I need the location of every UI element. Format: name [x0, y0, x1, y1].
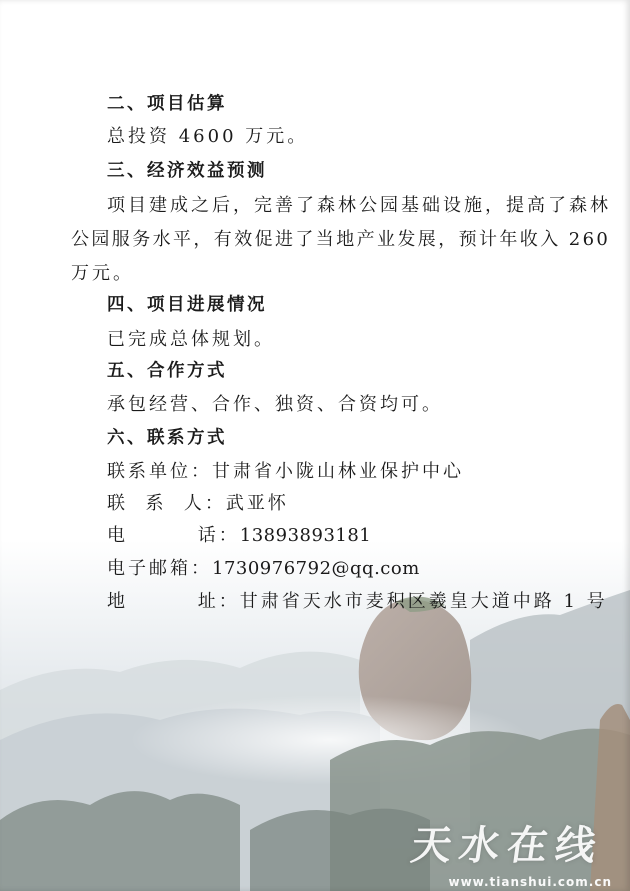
paragraph-benefit-line-2: 公园服务水平，有效促进了当地产业发展，预计年收入 260 — [71, 229, 611, 250]
site-watermark-url: www.tianshui.com.cn — [448, 875, 612, 889]
section-heading-cooperation: 五、合作方式 — [107, 361, 227, 381]
contact-unit-value: 甘肃省小陇山林业保护中心 — [212, 461, 464, 482]
paragraph-benefit-line-3: 万元。 — [71, 263, 134, 284]
contact-phone-row — [107, 521, 371, 547]
contact-unit-label: 联系单位： — [107, 461, 212, 482]
paragraph-total-investment: 总投资 4600 万元。 — [107, 126, 309, 147]
section-heading-economic-benefit: 三、经济效益预测 — [107, 161, 267, 181]
paragraph-cooperation: 承包经营、合作、独资、合资均可。 — [107, 394, 443, 415]
contact-phone-value: 13893893181 — [239, 525, 372, 546]
contact-unit-row — [107, 457, 464, 483]
section-heading-contact: 六、联系方式 — [107, 428, 227, 448]
section-heading-project-estimate: 二、项目估算 — [107, 94, 227, 114]
contact-address-label: 地 址： — [107, 591, 240, 612]
contact-email-value: 1730976792@qq.com — [212, 558, 420, 579]
contact-address-row — [107, 587, 608, 613]
contact-person-label: 联 系 人： — [107, 493, 226, 514]
contact-person-value: 武亚怀 — [225, 493, 289, 514]
contact-email-label: 电子邮箱： — [107, 558, 212, 579]
contact-person-row — [107, 489, 289, 515]
site-watermark-logo: 天水在线 — [408, 823, 607, 869]
section-heading-progress: 四、项目进展情况 — [107, 295, 267, 315]
paragraph-progress: 已完成总体规划。 — [107, 329, 275, 350]
contact-email-row — [107, 554, 420, 580]
contact-address-value: 甘肃省天水市麦积区羲皇大道中路 1 号 — [239, 591, 608, 612]
contact-phone-label: 电 话： — [107, 525, 240, 546]
paragraph-benefit-line-1: 项目建成之后，完善了森林公园基础设施，提高了森林 — [107, 195, 611, 216]
